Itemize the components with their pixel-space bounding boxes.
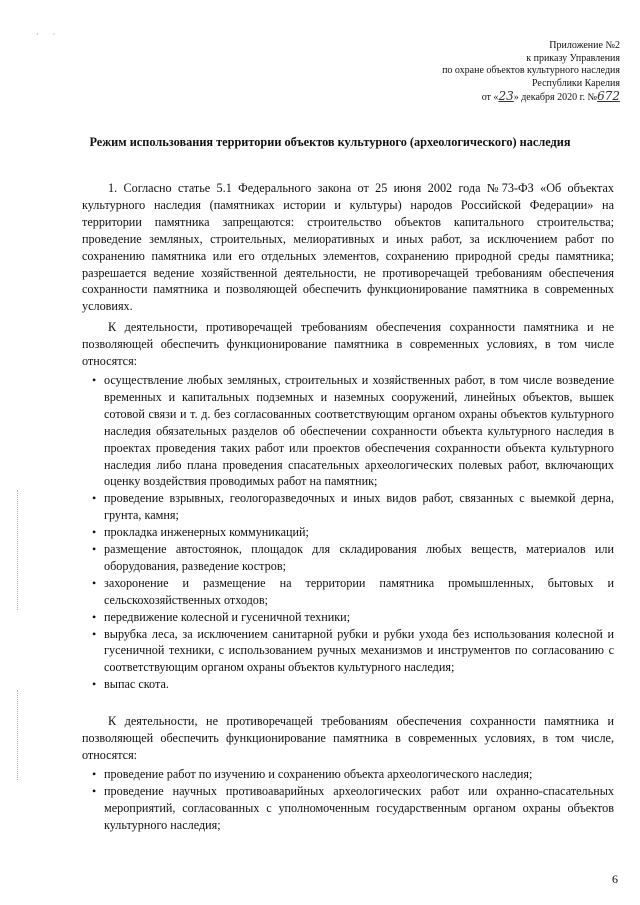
paragraph-1: 1. Согласно статье 5.1 Федерального закона от 25 июня 2002 года №73-ФЗ «Об объектах культурного наследия (памятниках истории и культуры) народов Российской Федерации» на территории памятника запрещаются: строительство объектов капитального строительства; проведение земляных, строительных, мелиоративных и иных работ, за исключением работ по сохранению памятника или его отдельных элементов, сохранению природной среды памятника; разрешается ведение хозяйственной деятельности, не противоречащей требованиям обеспечения сохранности памятника и позволяющей обеспечить функционирование памятника в современных условиях. — [82, 181, 614, 314]
list-item — [82, 766, 614, 783]
list-item — [82, 541, 614, 575]
list-item — [82, 609, 614, 626]
list-item-text: выпас скота. — [104, 677, 169, 692]
list-item-text: проведение взрывных, геологоразведочных и иных видов работ, связанных с выемкой дерна, грунта, камня; — [104, 491, 614, 523]
bullet-icon: • — [92, 542, 97, 557]
scan-margin-mark — [17, 490, 20, 610]
list-item — [82, 783, 614, 834]
list-item-text: захоронение и размещение на территории памятника промышленных, бытовых и сельскохозяйственных отходов; — [104, 575, 614, 607]
annex-line: по охране объектов культурного наследия — [442, 65, 620, 77]
list-item-text: прокладка инженерных коммуникаций; — [104, 525, 309, 540]
list-item-text: проведение научных противоаварийных археологических работ или охранно-спасательных мероприятий, согласованных с уполномоченным государственным органом охраны объектов культурного наследия; — [104, 783, 614, 832]
list-item-text: вырубка леса, за исключением санитарной рубки и рубки ухода без использования колесной и гусеничной техники, с использованием ручных механизмов и инструментов по согласованию с соответствующим органом охраны объектов культурного наследия; — [104, 626, 614, 675]
annex-line: Приложение №2 — [549, 40, 620, 51]
list-item — [82, 575, 614, 609]
date-middle: » декабря 2020 г. № — [513, 92, 598, 104]
list-item — [82, 372, 614, 490]
bullet-icon: • — [92, 677, 97, 692]
bullet-icon: • — [92, 783, 97, 798]
bullet-icon: • — [92, 525, 97, 540]
list-item — [82, 524, 614, 541]
bullet-icon: • — [92, 609, 97, 624]
paragraph-2: К деятельности, противоречащей требованиям обеспечения сохранности памятника и не позволяющей обеспечить функционирование памятника в современных условиях, в том числе относятся: — [82, 320, 614, 369]
document-title: Режим использования территории объектов культурного (археологического) наследия — [89, 135, 571, 149]
annex-line: к приказу Управления — [526, 52, 620, 64]
scan-margin-mark — [17, 690, 20, 780]
order-number-handwritten: 672 — [597, 89, 620, 104]
annex-line: Республики Карелия — [531, 77, 620, 89]
list-item-text: проведение работ по изучению и сохранению объекта археологического наследия; — [104, 766, 533, 781]
bullet-icon: • — [92, 491, 97, 506]
prohibited-activities-list — [82, 372, 614, 693]
list-item — [82, 490, 614, 524]
page-number: 6 — [612, 872, 618, 886]
bullet-icon: • — [92, 575, 97, 590]
permitted-activities-list — [82, 766, 614, 834]
paragraph-3: К деятельности, не противоречащей требованиям обеспечения сохранности памятника и позволяющей обеспечить функционирование памятника в современных условиях, в том числе, относятся: — [82, 714, 614, 762]
list-item-text: осуществление любых земляных, строительных и хозяйственных работ, в том числе возведение временных и капитальных подземных и наземных сооружений, линейных объектов, вышек сотовой связи и т. д. без согласованных соответствующим органом охраны объектов культурного наследия обязательных разделов об обеспечении сохранности объекта культурного наследия в проектах проведения таких работ или проектов обеспечения сохранности объекта культурного наследия либо плана проведения спасательных археологических полевых работ, включающих оценку воздействия проводимых работ на памятник; — [104, 372, 614, 489]
annex-date-line — [360, 90, 620, 105]
scan-artifact: · · — [36, 30, 62, 39]
document-body — [82, 180, 614, 834]
annex-header — [360, 40, 620, 105]
list-item — [82, 676, 614, 693]
list-item-text: размещение автостоянок, площадок для складирования любых веществ, материалов или оборудования, разведение костров; — [104, 542, 614, 573]
list-item — [82, 626, 614, 677]
date-day-handwritten: 23 — [498, 89, 514, 104]
bullet-icon: • — [92, 626, 97, 641]
date-prefix: от « — [481, 92, 499, 104]
bullet-icon: • — [92, 766, 97, 781]
list-item-text: передвижение колесной и гусеничной техники; — [104, 609, 351, 624]
bullet-icon: • — [92, 372, 97, 387]
